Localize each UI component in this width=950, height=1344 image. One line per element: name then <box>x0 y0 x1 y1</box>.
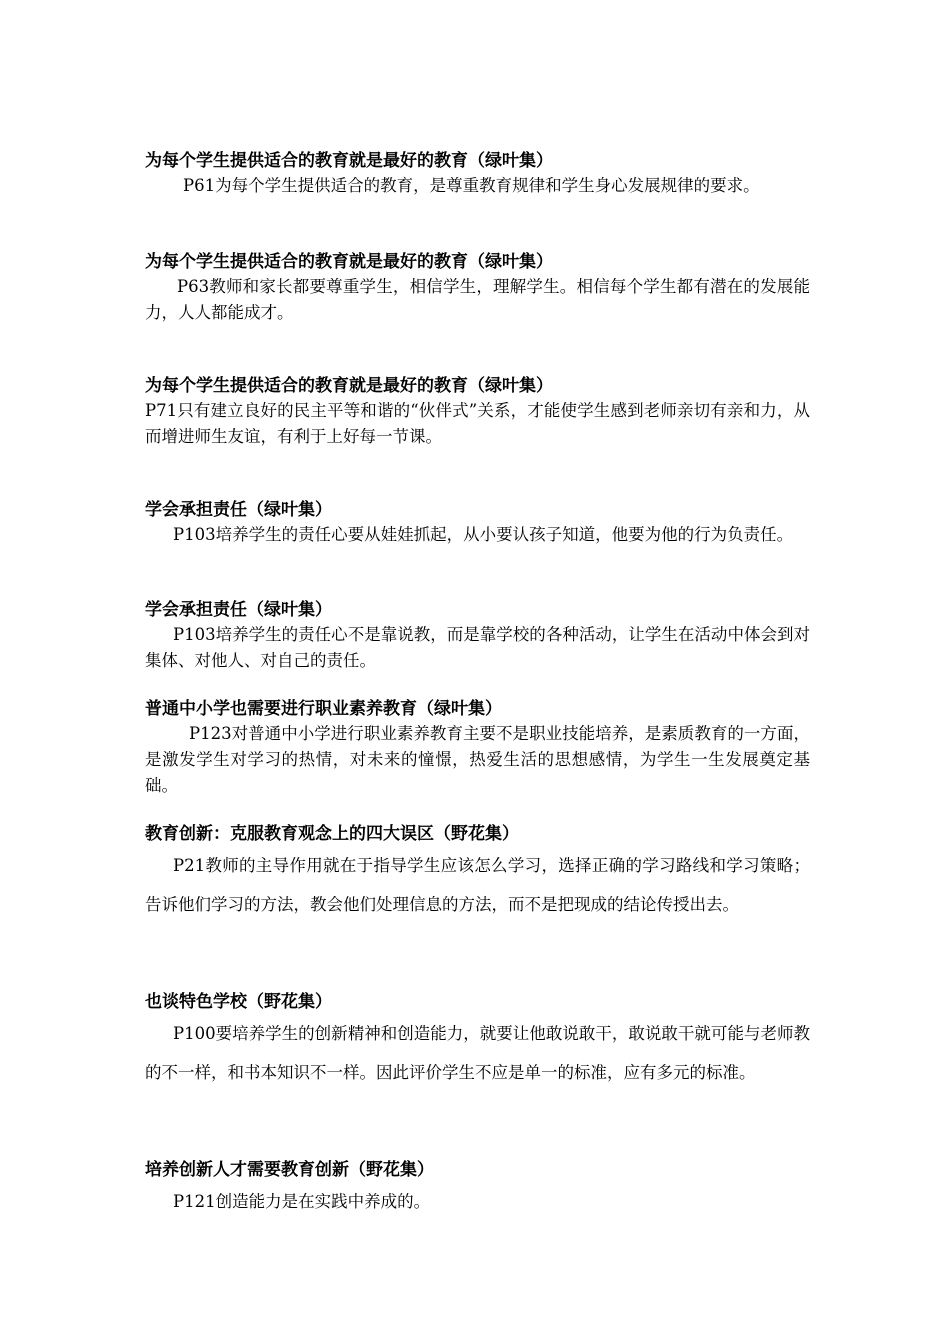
note-entry <box>145 822 810 924</box>
note-heading: 为每个学生提供适合的教育就是最好的教育（绿叶集） <box>145 151 553 171</box>
note-entry <box>145 374 810 450</box>
note-text: P61为每个学生提供适合的教育，是尊重教育规律和学生身心发展规律的要求。 <box>183 176 760 195</box>
note-heading: 为每个学生提供适合的教育就是最好的教育（绿叶集） <box>145 252 553 272</box>
note-entry <box>145 697 810 799</box>
note-text: P103培养学生的责任心要从娃娃抓起，从小要认孩子知道，他要为他的行为负责任。 <box>173 525 794 544</box>
note-text: P63教师和家长都要尊重学生，相信学生，理解学生。相信每个学生都有潜在的发展能力，人人都能成才。 <box>145 277 810 322</box>
note-entry <box>145 149 810 199</box>
note-heading: 学会承担责任（绿叶集） <box>145 600 332 620</box>
note-entry <box>145 250 810 326</box>
note-text: P21教师的主导作用就在于指导学生应该怎么学习，选择正确的学习路线和学习策略；告诉他们学习的方法，教会他们处理信息的方法，而不是把现成的结论传授出去。 <box>145 856 810 914</box>
note-text: P103培养学生的责任心不是靠说教，而是靠学校的各种活动，让学生在活动中体会到对集体、对他人、对自己的责任。 <box>145 625 810 670</box>
note-heading: 普通中小学也需要进行职业素养教育（绿叶集） <box>145 699 502 719</box>
note-heading: 为每个学生提供适合的教育就是最好的教育（绿叶集） <box>145 376 553 396</box>
note-heading: 教育创新：克服教育观念上的四大误区（野花集） <box>145 824 519 844</box>
note-entry <box>145 498 810 548</box>
note-text: P100要培养学生的创新精神和创造能力，就要让他敢说敢干，敢说敢干就可能与老师教的不一样，和书本知识不一样。因此评价学生不应是单一的标准，应有多元的标准。 <box>145 1024 810 1082</box>
note-text: P121创造能力是在实践中养成的。 <box>173 1192 431 1211</box>
note-text: P71只有建立良好的民主平等和谐的“伙伴式”关系，才能使学生感到老师亲切有亲和力，从而增进师生友谊，有利于上好每一节课。 <box>145 401 810 446</box>
note-entry <box>145 598 810 674</box>
note-entry <box>145 990 810 1092</box>
note-heading: 培养创新人才需要教育创新（野花集） <box>145 1160 434 1180</box>
note-entry <box>145 1158 810 1221</box>
note-heading: 也谈特色学校（野花集） <box>145 992 332 1012</box>
note-heading: 学会承担责任（绿叶集） <box>145 500 332 520</box>
note-text: P123对普通中小学进行职业素养教育主要不是职业技能培养，是素质教育的一方面，是激发学生对学习的热情，对未来的憧憬，热爱生活的思想感情，为学生一生发展奠定基础。 <box>145 724 810 795</box>
